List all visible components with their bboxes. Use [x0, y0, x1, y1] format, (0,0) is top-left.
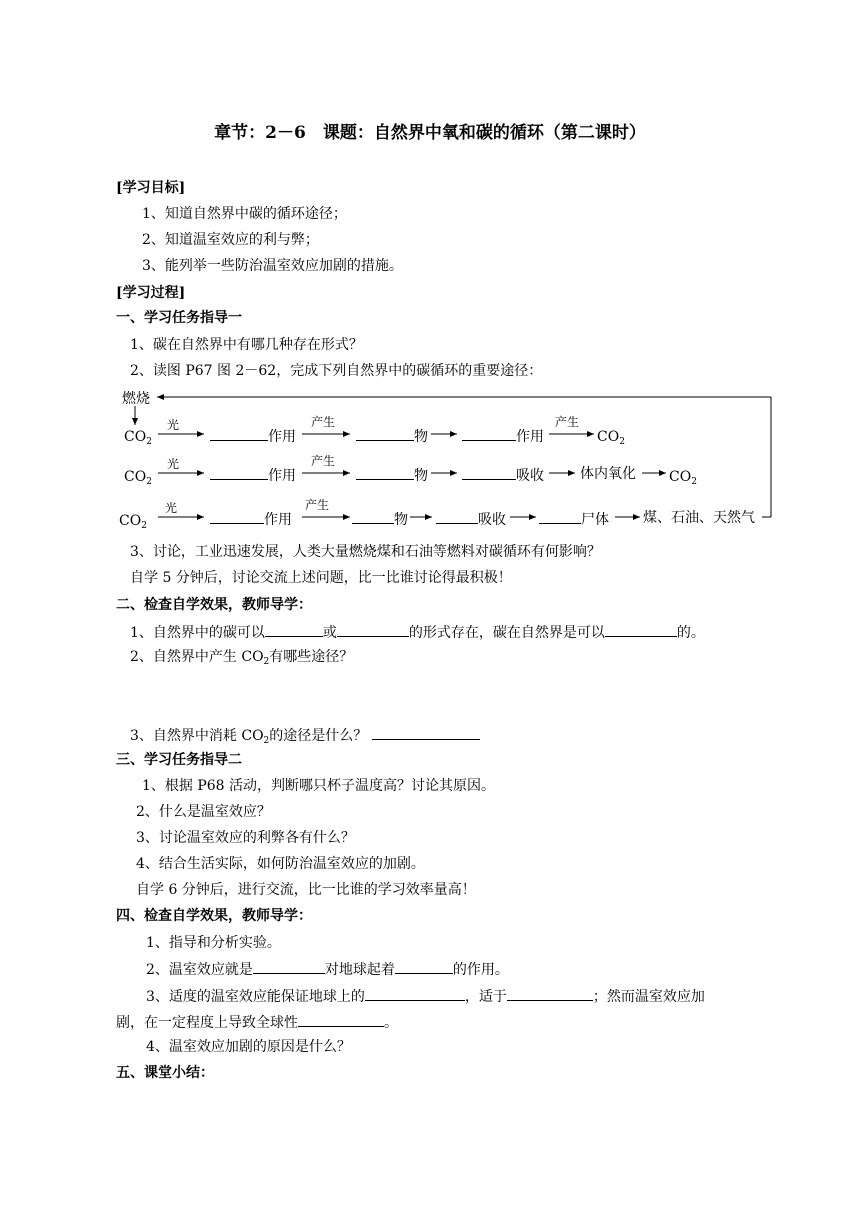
blank-row3-b: 物: [352, 509, 408, 529]
produce-label-row2: 产生: [311, 454, 336, 468]
light-label-row3: 光: [165, 501, 178, 515]
co2-row1: $CO_2$: [124, 429, 152, 447]
co2-row2-end: $CO_2$: [669, 469, 697, 487]
s3-item-4: 4、结合生活实际，如何防治温室效应的加剧。: [136, 856, 425, 872]
blank-field: [372, 725, 480, 740]
s4-question-2: 2、温室效应就是 对地球起着 的作用。: [146, 959, 509, 979]
blank-field: [365, 986, 465, 1001]
blank-field: [605, 622, 677, 637]
blank-field: [253, 959, 325, 974]
blank-row2-c: 吸收: [462, 465, 544, 485]
diagram-connectors: [135, 397, 771, 517]
blank-row1-a: 作用: [210, 426, 296, 446]
blank-row3-d: 尸体: [539, 509, 609, 529]
section1-heading: 一、学习任务指导一: [116, 310, 242, 326]
blank-field: [337, 622, 409, 637]
blank-row2-b: 物: [356, 465, 428, 485]
oxidation-label: 体内氧化: [580, 466, 636, 482]
s1-question-3: 3、讨论，工业迅速发展，人类大量燃烧煤和石油等燃料对碳循环有何影响？: [130, 544, 601, 560]
process-heading: [学习过程]: [116, 285, 186, 301]
blank-field: [395, 959, 453, 974]
s3-item-1: 1、根据 P68 活动，判断哪只杯子温度高？讨论其原因。: [142, 778, 496, 794]
blank-row3-c: 吸收: [436, 509, 506, 529]
blank-row3-a: 作用: [210, 509, 292, 529]
s2-question-2: 2、自然界中产生 $CO_2$有哪些途径？: [130, 649, 354, 667]
blank-field: [265, 622, 323, 637]
light-label-row1: 光: [167, 418, 180, 432]
blank-row1-b: 物: [356, 426, 428, 446]
co2-row2: $CO_2$: [124, 469, 152, 487]
blank-row2-a: 作用: [210, 465, 296, 485]
produce-label-row1-a: 产生: [311, 415, 336, 429]
produce-label-row1-b: 产生: [555, 415, 580, 429]
co2-row3: $CO_2$: [119, 513, 147, 531]
objective-3: 3、能列举一些防治温室效应加剧的措施。: [142, 258, 403, 274]
burn-label: 燃烧: [122, 391, 150, 407]
blank-field: [507, 986, 593, 1001]
objectives-heading: [学习目标]: [116, 180, 186, 196]
section3-heading: 三、学习任务指导二: [116, 752, 242, 768]
s3-item-3: 3、讨论温室效应的利弊各有什么？: [136, 830, 355, 846]
s3-item-2: 2、什么是温室效应？: [136, 804, 271, 820]
blank-row1-c: 作用: [462, 426, 544, 446]
blank-field: [298, 1012, 384, 1027]
s4-question-3: 3、适度的温室效应能保证地球上的 ，适于 ；然而温室效应加: [146, 986, 705, 1006]
s1-question-2: 2、读图 P67 图 2－62，完成下列自然界中的碳循环的重要途径：: [130, 363, 543, 379]
objective-1: 1、知道自然界中碳的循环途径；: [142, 206, 347, 222]
page-title: 章节：2－6 课题：自然界中氧和碳的循环（第二课时）: [214, 123, 646, 143]
produce-label-row3: 产生: [305, 498, 330, 512]
co2-row1-end: $CO_2$: [597, 429, 625, 447]
objective-2: 2、知道温室效应的利与弊；: [142, 232, 319, 248]
s4-question-3-cont: 剧，在一定程度上导致全球性 。: [116, 1012, 398, 1032]
section2-heading: 二、检查自学效果，教师导学：: [116, 597, 312, 613]
s1-note: 自学 5 分钟后，讨论交流上述问题，比一比谁讨论得最积极！: [130, 570, 512, 586]
section4-heading: 四、检查自学效果，教师导学：: [116, 908, 312, 924]
s2-question-1: 1、自然界中的碳可以 或 的形式存在，碳在自然界是可以 的。: [130, 622, 705, 642]
fossil-fuels-label: 煤、石油、天然气: [643, 510, 755, 526]
light-label-row2: 光: [167, 457, 180, 471]
carbon-cycle-diagram: [0, 0, 860, 540]
s1-question-1: 1、碳在自然界中有哪几种存在形式？: [130, 337, 363, 353]
s4-question-4: 4、温室效应加剧的原因是什么？: [146, 1039, 351, 1055]
s2-question-3: 3、自然界中消耗 $CO_2$的途径是什么？: [130, 725, 480, 745]
section5-heading: 五、课堂小结：: [116, 1065, 214, 1081]
s4-question-1: 1、指导和分析实验。: [146, 935, 281, 951]
s3-note: 自学 6 分钟后，进行交流，比一比谁的学习效率量高！: [136, 882, 476, 898]
